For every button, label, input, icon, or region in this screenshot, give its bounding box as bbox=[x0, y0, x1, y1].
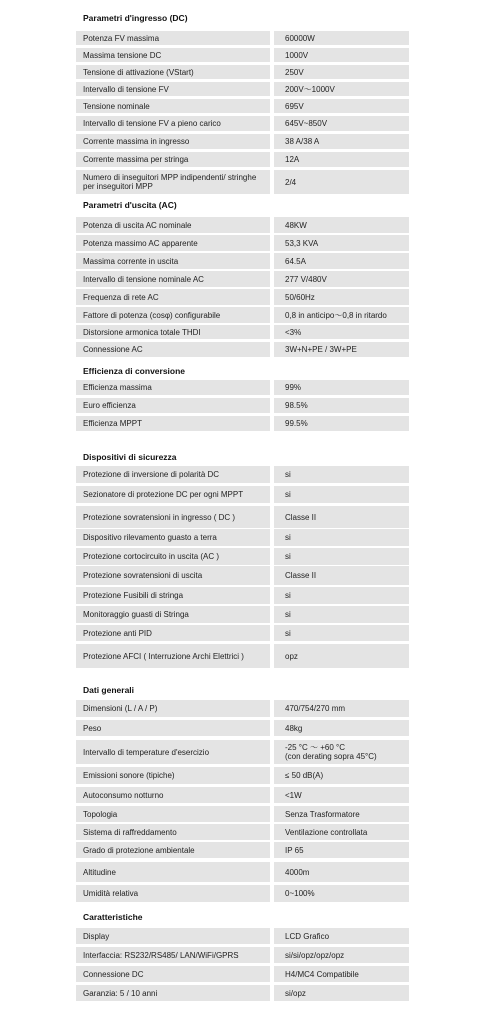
spec-label: Potenza FV massima bbox=[76, 31, 270, 45]
spec-label: Emissioni sonore (tipiche) bbox=[76, 767, 270, 784]
spec-row bbox=[76, 625, 409, 641]
spec-row bbox=[76, 134, 409, 149]
spec-value: 645V~850V bbox=[274, 116, 409, 131]
spec-label: Numero di inseguitori MPP indipendenti/ stringhe per inseguitori MPP bbox=[76, 170, 270, 194]
spec-label: Protezione sovratensioni di uscita bbox=[76, 566, 270, 585]
spec-row bbox=[76, 48, 409, 62]
spec-row bbox=[76, 985, 409, 1001]
spec-value: 38 A/38 A bbox=[274, 134, 409, 149]
spec-label: Potenza massimo AC apparente bbox=[76, 235, 270, 251]
spec-value: 3W+N+PE / 3W+PE bbox=[274, 342, 409, 357]
spec-value: 2/4 bbox=[274, 170, 409, 194]
spec-value: si bbox=[274, 587, 409, 604]
spec-label: Euro efficienza bbox=[76, 398, 270, 413]
spec-label: Protezione di inversione di polarità DC bbox=[76, 466, 270, 483]
spec-value: 99.5% bbox=[274, 416, 409, 431]
spec-value: si bbox=[274, 486, 409, 503]
spec-value: 48KW bbox=[274, 217, 409, 233]
spec-label: Dimensioni (L / A / P) bbox=[76, 700, 270, 717]
spec-value: si bbox=[274, 466, 409, 483]
spec-label: Corrente massima per stringa bbox=[76, 152, 270, 167]
spec-row bbox=[76, 271, 409, 287]
spec-value: 250V bbox=[274, 65, 409, 79]
spec-row bbox=[76, 170, 409, 194]
spec-value: 277 V/480V bbox=[274, 271, 409, 287]
spec-label: Tensione di attivazione (VStart) bbox=[76, 65, 270, 79]
spec-value: 4000m bbox=[274, 862, 409, 882]
spec-value: Senza Trasformatore bbox=[274, 806, 409, 822]
spec-row bbox=[76, 566, 409, 585]
spec-row bbox=[76, 99, 409, 113]
spec-value: si bbox=[274, 625, 409, 641]
spec-value: 48kg bbox=[274, 720, 409, 736]
section-title: Parametri d'ingresso (DC) bbox=[83, 13, 188, 23]
spec-row bbox=[76, 235, 409, 251]
spec-label: Efficienza MPPT bbox=[76, 416, 270, 431]
spec-row bbox=[76, 217, 409, 233]
spec-label: Monitoraggio guasti di Stringa bbox=[76, 606, 270, 623]
spec-label: Fattore di potenza (cosφ) configurabile bbox=[76, 307, 270, 323]
spec-row bbox=[76, 824, 409, 840]
spec-value: si bbox=[274, 548, 409, 565]
spec-row bbox=[76, 116, 409, 131]
spec-label: Protezione anti PID bbox=[76, 625, 270, 641]
spec-row bbox=[76, 289, 409, 305]
spec-value: 60000W bbox=[274, 31, 409, 45]
spec-value: <1W bbox=[274, 787, 409, 803]
spec-row bbox=[76, 720, 409, 736]
spec-label: Intervallo di temperature d'esercizio bbox=[76, 740, 270, 764]
spec-label: Tensione nominale bbox=[76, 99, 270, 113]
spec-row bbox=[76, 529, 409, 546]
spec-row bbox=[76, 644, 409, 668]
spec-row bbox=[76, 842, 409, 858]
spec-row bbox=[76, 152, 409, 167]
spec-row bbox=[76, 862, 409, 882]
spec-value: -25 °C ～ +60 °C (con derating sopra 45°C) bbox=[274, 740, 409, 764]
spec-value: 695V bbox=[274, 99, 409, 113]
spec-label: Intervallo di tensione nominale AC bbox=[76, 271, 270, 287]
spec-label: Protezione Fusibili di stringa bbox=[76, 587, 270, 604]
spec-label: Peso bbox=[76, 720, 270, 736]
spec-row bbox=[76, 806, 409, 822]
spec-value: 99% bbox=[274, 380, 409, 395]
spec-row bbox=[76, 466, 409, 483]
spec-row bbox=[76, 587, 409, 604]
spec-row bbox=[76, 307, 409, 323]
spec-row bbox=[76, 506, 409, 528]
spec-label: Intervallo di tensione FV a pieno carico bbox=[76, 116, 270, 131]
spec-value: H4/MC4 Compatibile bbox=[274, 966, 409, 982]
spec-label: Protezione AFCI ( Interruzione Archi Elettrici ) bbox=[76, 644, 270, 668]
spec-row bbox=[76, 787, 409, 803]
spec-row bbox=[76, 380, 409, 395]
spec-label: Dispositivo rilevamento guasto a terra bbox=[76, 529, 270, 546]
spec-row bbox=[76, 342, 409, 357]
spec-label: Sezionatore di protezione DC per ogni MPPT bbox=[76, 486, 270, 503]
spec-value: si bbox=[274, 529, 409, 546]
spec-label: Interfaccia: RS232/RS485/ LAN/WiFi/GPRS bbox=[76, 947, 270, 963]
spec-row bbox=[76, 947, 409, 963]
spec-row bbox=[76, 325, 409, 339]
spec-value: 64.5A bbox=[274, 253, 409, 269]
section-title: Caratteristiche bbox=[83, 912, 143, 922]
section-title: Parametri d'uscita (AC) bbox=[83, 200, 177, 210]
spec-value: LCD Grafico bbox=[274, 928, 409, 944]
spec-label: Connessione DC bbox=[76, 966, 270, 982]
spec-value: si/opz bbox=[274, 985, 409, 1001]
spec-row bbox=[76, 82, 409, 96]
spec-value: <3% bbox=[274, 325, 409, 339]
spec-row bbox=[76, 700, 409, 717]
spec-label: Display bbox=[76, 928, 270, 944]
spec-value: 200V～1000V bbox=[274, 82, 409, 96]
spec-value: 0,8 in anticipo～0,8 in ritardo bbox=[274, 307, 409, 323]
section-title: Dati generali bbox=[83, 685, 135, 695]
spec-value: 12A bbox=[274, 152, 409, 167]
spec-label: Topologia bbox=[76, 806, 270, 822]
spec-label: Protezione cortocircuito in uscita (AC ) bbox=[76, 548, 270, 565]
spec-label: Autoconsumo notturno bbox=[76, 787, 270, 803]
spec-value: ≤ 50 dB(A) bbox=[274, 767, 409, 784]
spec-label: Frequenza di rete AC bbox=[76, 289, 270, 305]
spec-label: Efficienza massima bbox=[76, 380, 270, 395]
spec-row bbox=[76, 885, 409, 902]
spec-label: Massima corrente in uscita bbox=[76, 253, 270, 269]
spec-value: 98.5% bbox=[274, 398, 409, 413]
spec-value: Classe II bbox=[274, 506, 409, 528]
spec-row bbox=[76, 253, 409, 269]
spec-label: Intervallo di tensione FV bbox=[76, 82, 270, 96]
spec-row bbox=[76, 31, 409, 45]
spec-label: Protezione sovratensioni in ingresso ( DC ) bbox=[76, 506, 270, 528]
spec-label: Altitudine bbox=[76, 862, 270, 882]
spec-value: 50/60Hz bbox=[274, 289, 409, 305]
spec-row bbox=[76, 548, 409, 565]
spec-value: 470/754/270 mm bbox=[274, 700, 409, 717]
spec-label: Garanzia: 5 / 10 anni bbox=[76, 985, 270, 1001]
spec-label: Umidità relativa bbox=[76, 885, 270, 902]
spec-value: si/si/opz/opz/opz bbox=[274, 947, 409, 963]
spec-value: IP 65 bbox=[274, 842, 409, 858]
spec-value: 1000V bbox=[274, 48, 409, 62]
spec-row bbox=[76, 65, 409, 79]
spec-value: opz bbox=[274, 644, 409, 668]
spec-label: Corrente massima in ingresso bbox=[76, 134, 270, 149]
spec-row bbox=[76, 740, 409, 764]
spec-row bbox=[76, 606, 409, 623]
spec-label: Grado di protezione ambientale bbox=[76, 842, 270, 858]
spec-row bbox=[76, 928, 409, 944]
spec-value: 53,3 KVA bbox=[274, 235, 409, 251]
spec-row bbox=[76, 966, 409, 982]
spec-row bbox=[76, 398, 409, 413]
spec-value: Classe II bbox=[274, 566, 409, 585]
spec-label: Sistema di raffreddamento bbox=[76, 824, 270, 840]
spec-label: Distorsione armonica totale THDI bbox=[76, 325, 270, 339]
spec-label: Massima tensione DC bbox=[76, 48, 270, 62]
spec-row bbox=[76, 486, 409, 503]
section-title: Dispositivi di sicurezza bbox=[83, 452, 177, 462]
spec-value: si bbox=[274, 606, 409, 623]
spec-row bbox=[76, 767, 409, 784]
spec-value: Ventilazione controllata bbox=[274, 824, 409, 840]
spec-value: 0~100% bbox=[274, 885, 409, 902]
section-title: Efficienza di conversione bbox=[83, 366, 186, 376]
spec-row bbox=[76, 416, 409, 431]
spec-label: Connessione AC bbox=[76, 342, 270, 357]
spec-label: Potenza di uscita AC nominale bbox=[76, 217, 270, 233]
